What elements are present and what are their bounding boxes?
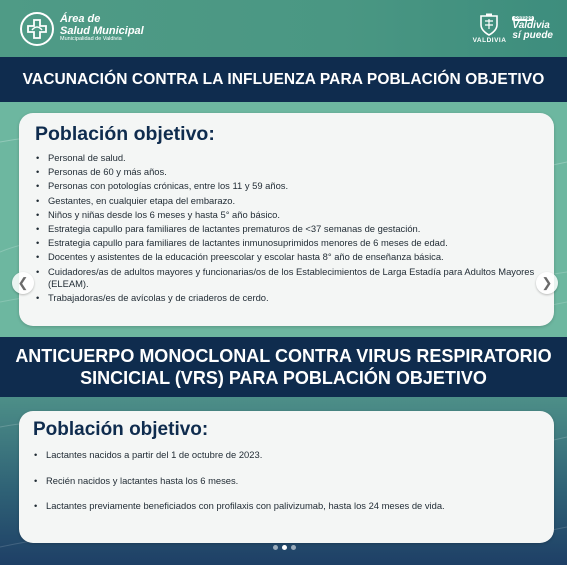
list-item: • Personas de 60 y más años. (36, 166, 167, 178)
list-item: • Personal de salud. (36, 152, 126, 163)
carousel-dot-3[interactable] (291, 545, 296, 550)
carousel-next-button[interactable] (536, 272, 558, 294)
list-item: • Recién nacidos y lactantes hasta los 6 meses. (34, 474, 239, 486)
list-item: • Lactantes nacidos a partir del 1 de octubre de 2023. (34, 449, 263, 460)
vrs-banner (0, 337, 567, 397)
influenza-card (19, 113, 554, 326)
carousel-dot-1[interactable] (273, 545, 278, 550)
slogan (512, 16, 553, 41)
slogan-line2: sí puede (512, 30, 553, 41)
vrs-banner-line1: ANTICUERPO MONOCLONAL CONTRA VIRUS RESPIRATORIO (15, 346, 552, 366)
slogan-tag: contigo (514, 15, 533, 21)
list-item: • Estrategia capullo para familiares de lactantes prematuros de <37 semanas de gestación. (36, 222, 421, 234)
list-item: • Lactantes previamente beneficiados con profilaxis con palivizumab, hasta los 24 meses de vida. (34, 500, 445, 512)
list-item: • Niños y niñas desde los 6 meses y hasta 5° año básico. (36, 208, 281, 220)
list-item: • Trabajadoras/es de avícolas y de criaderos de cerdo. (36, 291, 269, 303)
org-line2: Salud Municipal (60, 24, 144, 37)
salud-municipal-logo (20, 12, 144, 46)
list-item: • Gestantes, en cualquier etapa del embarazo. (36, 194, 236, 206)
chevron-right-icon: ❯ (541, 275, 553, 290)
influenza-list (35, 152, 542, 304)
list-item: • Personas con potologías crónicas, entre los 11 y 59 años. (36, 180, 289, 192)
vrs-list (33, 449, 542, 513)
list-item: • Cuidadores/as de adultos mayores y funcionarias/os de los Establecimientos de Larga Estadía para Adultos Mayores (ELEAM). (36, 265, 535, 289)
vrs-banner-line2: SINCICIAL (VRS) PARA POBLACIÓN OBJETIVO (80, 368, 487, 388)
carousel-dots (273, 545, 296, 550)
influenza-banner: VACUNACIÓN CONTRA LA INFLUENZA PARA POBLACIÓN OBJETIVO (0, 57, 567, 102)
header-bar (0, 0, 567, 57)
slogan-line1: Valdivia (512, 20, 550, 31)
city-name: VALDIVIA (472, 37, 507, 44)
municipal-crest (473, 13, 507, 44)
vrs-card-title: Población objetivo: (33, 419, 209, 440)
org-line3: Municipalidad de Valdivia (60, 36, 122, 43)
org-line1: Área de (60, 13, 101, 26)
carousel-prev-button[interactable] (12, 272, 34, 294)
influenza-card-title: Población objetivo: (35, 123, 215, 145)
health-cross-icon (20, 12, 54, 46)
vrs-card (19, 411, 554, 543)
chevron-left-icon: ❮ (17, 275, 29, 290)
carousel-dot-2[interactable] (282, 545, 287, 550)
list-item: • Estrategia capullo para familiares de lactantes inmunosuprimidos menores de 6 meses de edad. (36, 237, 448, 249)
crest-icon (478, 13, 500, 37)
list-item: • Docentes y asistentes de la educación preescolar y escolar hasta 8° año de enseñanza básica. (36, 251, 444, 263)
valdivia-logos (473, 13, 553, 44)
